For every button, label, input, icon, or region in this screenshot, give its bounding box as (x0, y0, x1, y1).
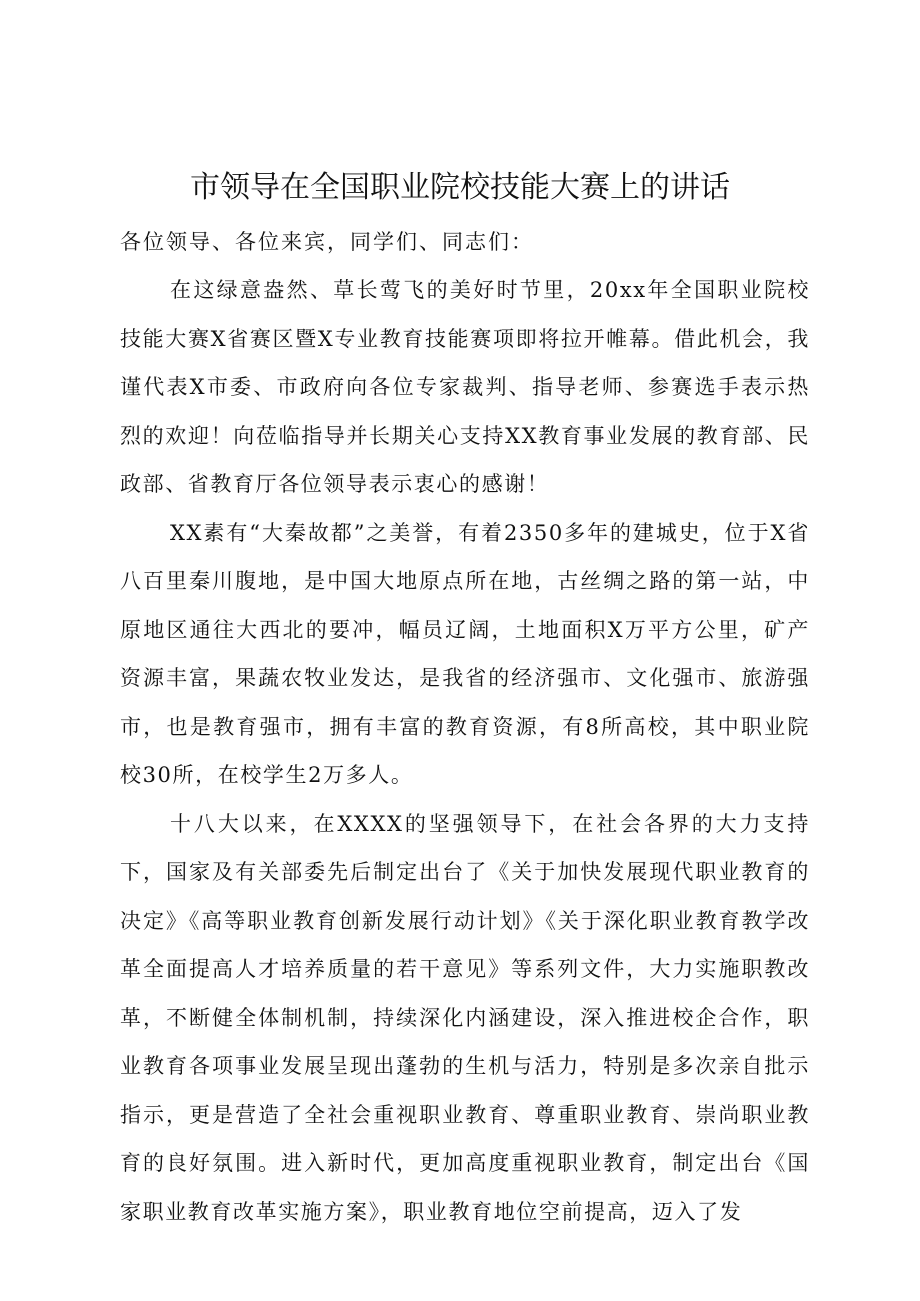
document-title: 市领导在全国职业院校技能大赛上的讲话 (190, 170, 730, 205)
paragraph-policy: 十八大以来，在XXXX的坚强领导下，在社会各界的大力支持下，国家及有关部委先后制定出台了《关于加快发展现代职业教育的决定》《高等职业教育创新发展行动计划》《关于深化职业教育教学改革全面提高人才培养质量的若干意见》等系列文件，大力实施职教改革，不断健全体制机制，持续深化内涵建设，深入推进校企合作，职业教育各项事业发展呈现出蓬勃的生机与活力，特别是多次亲自批示指示，更是营造了全社会重视职业教育、尊重职业教育、崇尚职业教育的良好氛围。进入新时代，更加高度重视职业教育，制定出台《国家职业教育改革实施方案》，职业教育地位空前提高，迈入了发 (120, 811, 810, 1224)
paragraph-welcome: 在这绿意盎然、草长莺飞的美好时节里，20xx年全国职业院校技能大赛X省赛区暨X专业教育技能赛项即将拉开帷幕。借此机会，我谨代表X市委、市政府向各位专家裁判、指导老师、参赛选手表示热烈的欢迎！向莅临指导并长期关心支持XX教育事业发展的教育部、民政部、省教育厅各位领导表示衷心的感谢！ (120, 278, 810, 496)
salutation: 各位领导、各位来宾，同学们、同志们： (120, 230, 534, 254)
paragraph-city-intro: XX素有“大秦故都”之美誉，有着2350多年的建城史，位于X省八百里秦川腹地，是中国大地原点所在地，古丝绸之路的第一站，中原地区通往大西北的要冲，幅员辽阔，土地面积X万平方公里，矿产资源丰富，果蔬农牧业发达，是我省的经济强市、文化强市、旅游强市，也是教育强市，拥有丰富的教育资源，有8所高校，其中职业院校30所，在校学生2万多人。 (120, 520, 810, 787)
document-body (120, 266, 810, 1236)
